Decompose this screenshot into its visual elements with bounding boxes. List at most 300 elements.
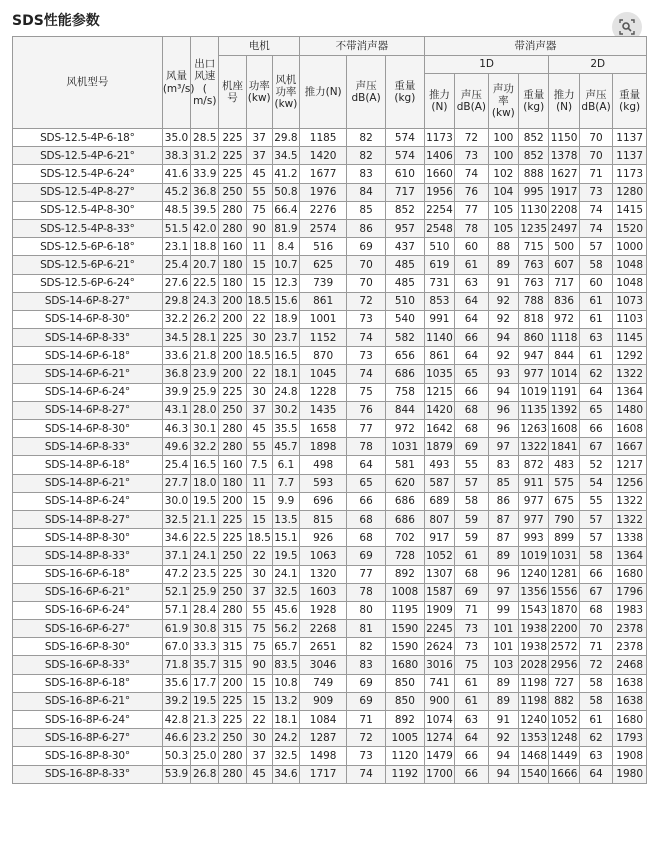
cell-1d-weight: 860 xyxy=(519,329,549,347)
cell-thrust: 516 xyxy=(300,238,347,256)
cell-motor-frame: 225 xyxy=(219,510,246,528)
cell-motor-frame: 225 xyxy=(219,129,246,147)
cell-1d-thrust: 1587 xyxy=(424,583,454,601)
cell-model: SDS-14-6P-8-33° xyxy=(13,329,163,347)
cell-airflow: 41.6 xyxy=(162,165,190,183)
cell-motor-power: 22 xyxy=(246,310,272,328)
cell-airflow: 45.2 xyxy=(162,183,190,201)
cell-outlet-speed: 28.0 xyxy=(191,401,219,419)
cell-2d-sound: 65 xyxy=(579,401,613,419)
cell-airflow: 30.0 xyxy=(162,492,190,510)
cell-outlet-speed: 25.0 xyxy=(191,747,219,765)
cell-thrust: 739 xyxy=(300,274,347,292)
cell-model: SDS-12.5-4P-6-24° xyxy=(13,165,163,183)
cell-2d-sound: 55 xyxy=(579,492,613,510)
cell-1d-weight: 763 xyxy=(519,256,549,274)
cell-weight: 850 xyxy=(385,692,424,710)
cell-airflow: 34.6 xyxy=(162,529,190,547)
cell-1d-thrust: 493 xyxy=(424,456,454,474)
cell-2d-weight: 1680 xyxy=(613,711,647,729)
header-2d: 2D xyxy=(549,56,647,74)
cell-airflow: 33.6 xyxy=(162,347,190,365)
cell-2d-sound: 70 xyxy=(579,129,613,147)
cell-thrust: 1976 xyxy=(300,183,347,201)
cell-2d-weight: 1908 xyxy=(613,747,647,765)
cell-1d-sound: 78 xyxy=(455,219,489,237)
cell-motor-frame: 200 xyxy=(219,674,246,692)
cell-1d-thrust: 807 xyxy=(424,510,454,528)
cell-thrust: 2276 xyxy=(300,201,347,219)
cell-2d-thrust: 972 xyxy=(549,310,579,328)
cell-model: SDS-14-8P-6-24° xyxy=(13,492,163,510)
cell-2d-sound: 52 xyxy=(579,456,613,474)
cell-motor-frame: 180 xyxy=(219,256,246,274)
cell-2d-thrust: 1392 xyxy=(549,401,579,419)
table-row xyxy=(13,656,647,674)
cell-1d-thrust: 900 xyxy=(424,692,454,710)
header-2d-thrust: 推力 (N) xyxy=(549,74,579,129)
cell-1d-sound: 75 xyxy=(455,656,489,674)
cell-sound: 65 xyxy=(347,474,386,492)
cell-airflow: 39.9 xyxy=(162,383,190,401)
cell-motor-frame: 225 xyxy=(219,329,246,347)
cell-2d-thrust: 500 xyxy=(549,238,579,256)
cell-fan-power: 30.2 xyxy=(272,401,299,419)
cell-thrust: 1287 xyxy=(300,729,347,747)
cell-motor-power: 18.5 xyxy=(246,529,272,547)
cell-1d-sound: 69 xyxy=(455,438,489,456)
cell-1d-sound-power: 87 xyxy=(488,529,518,547)
cell-1d-weight: 1198 xyxy=(519,692,549,710)
cell-1d-sound-power: 87 xyxy=(488,510,518,528)
cell-1d-sound-power: 89 xyxy=(488,692,518,710)
cell-outlet-speed: 19.5 xyxy=(191,692,219,710)
cell-2d-thrust: 1556 xyxy=(549,583,579,601)
cell-2d-sound: 63 xyxy=(579,747,613,765)
cell-airflow: 38.3 xyxy=(162,147,190,165)
cell-1d-weight: 1540 xyxy=(519,765,549,783)
cell-airflow: 25.4 xyxy=(162,456,190,474)
cell-sound: 84 xyxy=(347,183,386,201)
cell-model: SDS-14-8P-8-33° xyxy=(13,547,163,565)
cell-model: SDS-16-8P-6-24° xyxy=(13,711,163,729)
cell-fan-power: 6.1 xyxy=(272,456,299,474)
cell-1d-weight: 1019 xyxy=(519,383,549,401)
cell-airflow: 39.2 xyxy=(162,692,190,710)
cell-sound: 77 xyxy=(347,420,386,438)
cell-2d-thrust: 675 xyxy=(549,492,579,510)
cell-fan-power: 13.5 xyxy=(272,510,299,528)
cell-thrust: 3046 xyxy=(300,656,347,674)
cell-fan-power: 45.6 xyxy=(272,601,299,619)
cell-1d-sound: 57 xyxy=(455,474,489,492)
cell-2d-thrust: 2208 xyxy=(549,201,579,219)
cell-1d-thrust: 587 xyxy=(424,474,454,492)
cell-sound: 68 xyxy=(347,529,386,547)
cell-motor-power: 30 xyxy=(246,565,272,583)
cell-model: SDS-12.5-4P-6-21° xyxy=(13,147,163,165)
cell-sound: 66 xyxy=(347,492,386,510)
cell-2d-thrust: 483 xyxy=(549,456,579,474)
header-airflow-label: 风量 xyxy=(165,70,187,83)
cell-thrust: 1603 xyxy=(300,583,347,601)
cell-2d-weight: 1608 xyxy=(613,420,647,438)
cell-1d-weight: 1938 xyxy=(519,638,549,656)
cell-2d-weight: 1364 xyxy=(613,547,647,565)
cell-2d-sound: 71 xyxy=(579,165,613,183)
cell-outlet-speed: 26.2 xyxy=(191,310,219,328)
cell-2d-thrust: 1608 xyxy=(549,420,579,438)
cell-1d-sound-power: 105 xyxy=(488,219,518,237)
cell-1d-sound-power: 91 xyxy=(488,274,518,292)
cell-airflow: 35.0 xyxy=(162,129,190,147)
cell-2d-sound: 74 xyxy=(579,201,613,219)
cell-airflow: 61.9 xyxy=(162,620,190,638)
cell-1d-weight: 2028 xyxy=(519,656,549,674)
cell-1d-thrust: 1879 xyxy=(424,438,454,456)
cell-airflow: 46.3 xyxy=(162,420,190,438)
cell-airflow: 43.1 xyxy=(162,401,190,419)
table-row xyxy=(13,183,647,201)
cell-motor-power: 90 xyxy=(246,656,272,674)
cell-1d-sound-power: 94 xyxy=(488,747,518,765)
cell-1d-thrust: 853 xyxy=(424,292,454,310)
header-model: 风机型号 xyxy=(13,37,163,129)
cell-airflow: 29.8 xyxy=(162,292,190,310)
cell-1d-sound: 66 xyxy=(455,329,489,347)
cell-fan-power: 66.4 xyxy=(272,201,299,219)
cell-motor-power: 11 xyxy=(246,238,272,256)
cell-2d-sound: 64 xyxy=(579,383,613,401)
cell-motor-frame: 200 xyxy=(219,347,246,365)
cell-thrust: 498 xyxy=(300,456,347,474)
cell-2d-sound: 70 xyxy=(579,147,613,165)
cell-model: SDS-14-6P-6-21° xyxy=(13,365,163,383)
cell-airflow: 50.3 xyxy=(162,747,190,765)
cell-1d-sound: 59 xyxy=(455,510,489,528)
cell-2d-thrust: 1841 xyxy=(549,438,579,456)
cell-2d-weight: 2378 xyxy=(613,638,647,656)
cell-sound: 72 xyxy=(347,729,386,747)
cell-1d-sound: 60 xyxy=(455,238,489,256)
cell-2d-thrust: 1014 xyxy=(549,365,579,383)
cell-model: SDS-14-6P-8-27° xyxy=(13,292,163,310)
cell-2d-sound: 68 xyxy=(579,601,613,619)
header-outlet-speed xyxy=(191,37,219,129)
cell-1d-sound-power: 92 xyxy=(488,729,518,747)
cell-motor-frame: 225 xyxy=(219,147,246,165)
cell-2d-weight: 1322 xyxy=(613,492,647,510)
cell-outlet-speed: 23.5 xyxy=(191,565,219,583)
cell-motor-frame: 225 xyxy=(219,711,246,729)
table-body xyxy=(13,129,647,784)
cell-1d-sound-power: 96 xyxy=(488,420,518,438)
cell-weight: 844 xyxy=(385,401,424,419)
cell-fan-power: 9.9 xyxy=(272,492,299,510)
cell-fan-power: 29.8 xyxy=(272,129,299,147)
cell-outlet-speed: 36.8 xyxy=(191,183,219,201)
cell-motor-power: 22 xyxy=(246,547,272,565)
cell-1d-thrust: 1215 xyxy=(424,383,454,401)
cell-sound: 82 xyxy=(347,147,386,165)
cell-1d-thrust: 1035 xyxy=(424,365,454,383)
cell-1d-sound: 59 xyxy=(455,529,489,547)
table-row xyxy=(13,674,647,692)
cell-2d-thrust: 899 xyxy=(549,529,579,547)
cell-outlet-speed: 26.8 xyxy=(191,765,219,783)
cell-motor-frame: 200 xyxy=(219,292,246,310)
cell-thrust: 2651 xyxy=(300,638,347,656)
cell-thrust: 749 xyxy=(300,674,347,692)
cell-model: SDS-14-6P-8-30° xyxy=(13,420,163,438)
table-row xyxy=(13,420,647,438)
cell-airflow: 57.1 xyxy=(162,601,190,619)
cell-1d-sound-power: 83 xyxy=(488,456,518,474)
cell-1d-sound: 64 xyxy=(455,292,489,310)
cell-fan-power: 18.1 xyxy=(272,711,299,729)
cell-1d-thrust: 917 xyxy=(424,529,454,547)
cell-airflow: 49.6 xyxy=(162,438,190,456)
cell-1d-sound: 68 xyxy=(455,420,489,438)
cell-thrust: 926 xyxy=(300,529,347,547)
cell-airflow: 53.9 xyxy=(162,765,190,783)
cell-motor-power: 15 xyxy=(246,492,272,510)
cell-weight: 686 xyxy=(385,510,424,528)
cell-airflow: 35.6 xyxy=(162,674,190,692)
cell-thrust: 2268 xyxy=(300,620,347,638)
cell-sound: 86 xyxy=(347,219,386,237)
cell-outlet-speed: 25.9 xyxy=(191,383,219,401)
cell-1d-thrust: 731 xyxy=(424,274,454,292)
cell-motor-frame: 225 xyxy=(219,565,246,583)
cell-1d-sound-power: 92 xyxy=(488,347,518,365)
cell-2d-thrust: 727 xyxy=(549,674,579,692)
cell-outlet-speed: 39.5 xyxy=(191,201,219,219)
cell-model: SDS-16-6P-6-18° xyxy=(13,565,163,583)
table-row xyxy=(13,347,647,365)
cell-motor-frame: 200 xyxy=(219,492,246,510)
cell-weight: 1195 xyxy=(385,601,424,619)
cell-sound: 81 xyxy=(347,620,386,638)
cell-1d-sound: 58 xyxy=(455,492,489,510)
cell-2d-sound: 70 xyxy=(579,620,613,638)
cell-1d-sound: 61 xyxy=(455,547,489,565)
cell-2d-sound: 60 xyxy=(579,274,613,292)
cell-1d-weight: 993 xyxy=(519,529,549,547)
cell-2d-weight: 1103 xyxy=(613,310,647,328)
cell-model: SDS-16-6P-6-21° xyxy=(13,583,163,601)
cell-thrust: 2574 xyxy=(300,219,347,237)
cell-fan-power: 32.5 xyxy=(272,747,299,765)
cell-2d-thrust: 1118 xyxy=(549,329,579,347)
cell-2d-weight: 1073 xyxy=(613,292,647,310)
cell-sound: 77 xyxy=(347,565,386,583)
cell-weight: 610 xyxy=(385,165,424,183)
cell-weight: 1031 xyxy=(385,438,424,456)
cell-outlet-speed: 30.1 xyxy=(191,420,219,438)
cell-thrust: 1928 xyxy=(300,601,347,619)
cell-model: SDS-14-8P-8-27° xyxy=(13,510,163,528)
cell-airflow: 52.1 xyxy=(162,583,190,601)
cell-fan-power: 10.7 xyxy=(272,256,299,274)
header-airflow xyxy=(162,37,195,129)
header-airflow-unit: (m³/s) xyxy=(162,82,195,95)
cell-thrust: 1677 xyxy=(300,165,347,183)
cell-motor-power: 15 xyxy=(246,274,272,292)
table-row xyxy=(13,129,647,147)
cell-2d-thrust: 575 xyxy=(549,474,579,492)
cell-motor-frame: 250 xyxy=(219,729,246,747)
cell-weight: 510 xyxy=(385,292,424,310)
cell-1d-thrust: 1660 xyxy=(424,165,454,183)
cell-motor-frame: 315 xyxy=(219,620,246,638)
cell-1d-thrust: 1420 xyxy=(424,401,454,419)
cell-2d-thrust: 790 xyxy=(549,510,579,528)
table-row xyxy=(13,765,647,783)
cell-motor-power: 37 xyxy=(246,401,272,419)
table-row xyxy=(13,565,647,583)
cell-sound: 75 xyxy=(347,383,386,401)
cell-1d-weight: 715 xyxy=(519,238,549,256)
cell-airflow: 47.2 xyxy=(162,565,190,583)
cell-2d-sound: 58 xyxy=(579,674,613,692)
cell-2d-weight: 1796 xyxy=(613,583,647,601)
cell-sound: 85 xyxy=(347,201,386,219)
cell-motor-frame: 225 xyxy=(219,383,246,401)
cell-sound: 74 xyxy=(347,329,386,347)
cell-outlet-speed: 31.2 xyxy=(191,147,219,165)
cell-1d-sound-power: 101 xyxy=(488,638,518,656)
cell-1d-sound: 68 xyxy=(455,401,489,419)
header-fan-power: 风机功率 (kw) xyxy=(272,56,299,129)
cell-1d-weight: 763 xyxy=(519,274,549,292)
header-with-silencer: 带消声器 xyxy=(424,37,646,56)
cell-outlet-speed: 20.7 xyxy=(191,256,219,274)
cell-weight: 972 xyxy=(385,420,424,438)
cell-2d-weight: 1322 xyxy=(613,510,647,528)
cell-1d-weight: 1353 xyxy=(519,729,549,747)
table-row xyxy=(13,547,647,565)
cell-2d-weight: 1638 xyxy=(613,674,647,692)
cell-1d-thrust: 2245 xyxy=(424,620,454,638)
cell-motor-frame: 250 xyxy=(219,401,246,419)
cell-model: SDS-14-6P-8-33° xyxy=(13,438,163,456)
cell-outlet-speed: 42.0 xyxy=(191,219,219,237)
header-1d-weight: 重量 (kg) xyxy=(519,74,549,129)
cell-2d-thrust: 1870 xyxy=(549,601,579,619)
cell-1d-sound: 69 xyxy=(455,583,489,601)
cell-1d-sound-power: 91 xyxy=(488,711,518,729)
cell-outlet-speed: 33.9 xyxy=(191,165,219,183)
cell-weight: 582 xyxy=(385,329,424,347)
cell-thrust: 1185 xyxy=(300,129,347,147)
cell-1d-weight: 818 xyxy=(519,310,549,328)
cell-fan-power: 23.7 xyxy=(272,329,299,347)
cell-2d-sound: 67 xyxy=(579,583,613,601)
cell-1d-sound: 72 xyxy=(455,129,489,147)
header-2d-weight: 重量 (kg) xyxy=(613,74,647,129)
table-row xyxy=(13,583,647,601)
cell-airflow: 42.8 xyxy=(162,711,190,729)
cell-1d-weight: 1938 xyxy=(519,620,549,638)
table-row xyxy=(13,383,647,401)
cell-1d-weight: 888 xyxy=(519,165,549,183)
cell-thrust: 861 xyxy=(300,292,347,310)
cell-1d-sound: 65 xyxy=(455,365,489,383)
cell-motor-power: 22 xyxy=(246,365,272,383)
cell-airflow: 34.5 xyxy=(162,329,190,347)
cell-thrust: 1717 xyxy=(300,765,347,783)
cell-sound: 72 xyxy=(347,292,386,310)
cell-motor-frame: 225 xyxy=(219,165,246,183)
cell-2d-thrust: 2572 xyxy=(549,638,579,656)
cell-1d-sound-power: 89 xyxy=(488,256,518,274)
cell-1d-thrust: 619 xyxy=(424,256,454,274)
table-row xyxy=(13,147,647,165)
cell-weight: 540 xyxy=(385,310,424,328)
cell-2d-thrust: 607 xyxy=(549,256,579,274)
cell-model: SDS-14-6P-6-18° xyxy=(13,347,163,365)
cell-motor-frame: 250 xyxy=(219,583,246,601)
table-row xyxy=(13,292,647,310)
cell-outlet-speed: 28.1 xyxy=(191,329,219,347)
cell-2d-thrust: 1150 xyxy=(549,129,579,147)
cell-fan-power: 50.8 xyxy=(272,183,299,201)
cell-motor-power: 45 xyxy=(246,420,272,438)
cell-1d-sound-power: 85 xyxy=(488,474,518,492)
cell-motor-power: 37 xyxy=(246,147,272,165)
cell-motor-power: 18.5 xyxy=(246,292,272,310)
cell-weight: 717 xyxy=(385,183,424,201)
cell-1d-sound: 61 xyxy=(455,256,489,274)
cell-sound: 80 xyxy=(347,601,386,619)
cell-model: SDS-12.5-4P-8-33° xyxy=(13,219,163,237)
cell-1d-sound: 66 xyxy=(455,747,489,765)
cell-motor-power: 15 xyxy=(246,674,272,692)
cell-1d-sound: 55 xyxy=(455,456,489,474)
cell-sound: 69 xyxy=(347,547,386,565)
cell-thrust: 815 xyxy=(300,510,347,528)
cell-1d-thrust: 1307 xyxy=(424,565,454,583)
table-row xyxy=(13,601,647,619)
cell-model: SDS-12.5-6P-6-21° xyxy=(13,256,163,274)
cell-2d-thrust: 836 xyxy=(549,292,579,310)
cell-1d-sound-power: 100 xyxy=(488,129,518,147)
cell-1d-sound: 63 xyxy=(455,711,489,729)
cell-fan-power: 24.1 xyxy=(272,565,299,583)
cell-2d-thrust: 1666 xyxy=(549,765,579,783)
cell-sound: 69 xyxy=(347,692,386,710)
cell-fan-power: 15.6 xyxy=(272,292,299,310)
cell-model: SDS-12.5-4P-8-27° xyxy=(13,183,163,201)
cell-motor-frame: 180 xyxy=(219,274,246,292)
cell-2d-sound: 72 xyxy=(579,656,613,674)
cell-thrust: 1045 xyxy=(300,365,347,383)
cell-fan-power: 24.8 xyxy=(272,383,299,401)
cell-airflow: 32.2 xyxy=(162,310,190,328)
cell-2d-sound: 61 xyxy=(579,310,613,328)
cell-1d-sound-power: 97 xyxy=(488,438,518,456)
cell-weight: 850 xyxy=(385,674,424,692)
cell-sound: 69 xyxy=(347,674,386,692)
cell-fan-power: 41.2 xyxy=(272,165,299,183)
cell-2d-thrust: 717 xyxy=(549,274,579,292)
cell-fan-power: 34.6 xyxy=(272,765,299,783)
cell-motor-power: 37 xyxy=(246,747,272,765)
cell-model: SDS-14-6P-6-24° xyxy=(13,383,163,401)
cell-1d-sound: 61 xyxy=(455,692,489,710)
cell-2d-sound: 66 xyxy=(579,565,613,583)
